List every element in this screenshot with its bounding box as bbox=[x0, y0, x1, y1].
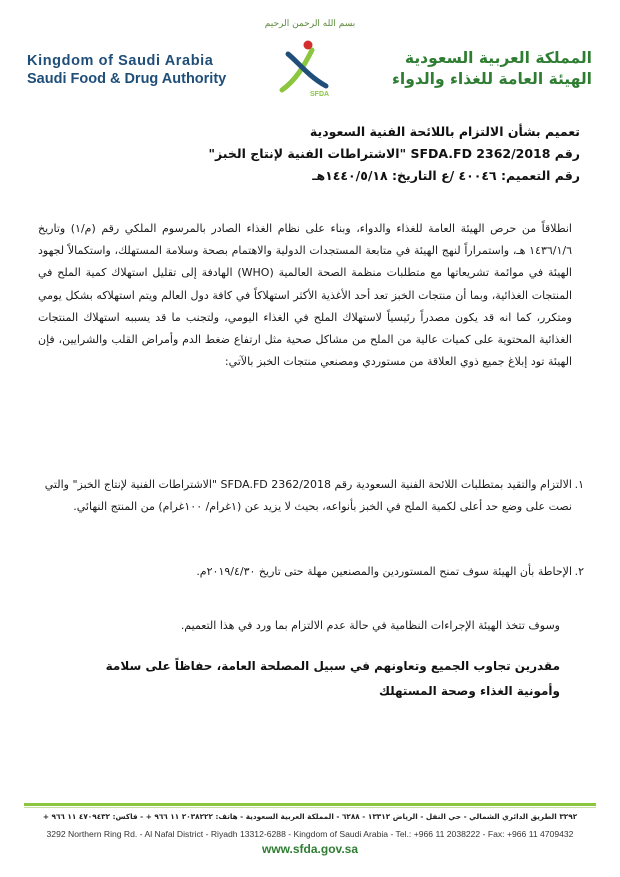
list-item-text: الإحاطة بأن الهيئة سوف تمنح المستوردين والمصنعين مهلة حتى تاريخ ٢٠١٩/٤/٣٠م. bbox=[196, 565, 572, 578]
list-item-number: ٢. bbox=[574, 565, 584, 578]
footer-address-english: 3292 Northern Ring Rd. - Al Nafal District - Riyadh 13312-6288 - Kingdom of Saudi Arabia - Tel.: +966 11 2038222 - Fax: +966 11 4709432 bbox=[46, 829, 574, 839]
compliance-note: وسوف تتخذ الهيئة الإجراءات النظامية في حالة عدم الالتزام بما ورد في هذا التعميم. bbox=[180, 619, 560, 632]
english-country-name: Kingdom of Saudi Arabia bbox=[27, 53, 214, 69]
circular-subject-title: تعميم بشأن الالتزام باللائحة الفنية السعودية bbox=[309, 124, 580, 139]
arabic-letterhead bbox=[352, 48, 592, 90]
english-letterhead bbox=[27, 52, 226, 88]
sfda-logo-icon bbox=[268, 36, 342, 104]
basmala-calligraphy: بسم الله الرحمن الرحيم bbox=[264, 19, 356, 29]
arabic-authority-name: الهيئة العامة للغذاء والدواء bbox=[392, 70, 592, 88]
footer-divider bbox=[24, 803, 596, 806]
circular-number-date: رقم التعميم: ٤٠٠٤٦ /ع التاريخ: ١٤٤٠/٥/١٨هـ bbox=[312, 168, 580, 183]
logo-wordmark: SFDA bbox=[310, 91, 330, 98]
sfda-logo bbox=[268, 36, 342, 104]
closing-line-1: مقدرين تجاوب الجميع وتعاونهم في سبيل المصلحة العامة، حفاظاً على سلامة bbox=[105, 659, 560, 673]
footer-address-arabic: ٣٢٩٢ الطريق الدائري الشمالي - حي النفل - الرياض ١٣٣١٢ - ٦٢٨٨ - المملكة العربية السعودية - هاتف: ٢٠٣٨٢٢٢ ١١ ٩٦٦ + - فاكس: ٤٧٠٩٤٣٢ ١١ ٩٦٦ + bbox=[42, 812, 578, 821]
list-item-2 bbox=[38, 561, 584, 583]
closing-line-2: وأمونية الغذاء وصحة المستهلك bbox=[378, 684, 560, 698]
intro-paragraph: انطلاقاً من حرص الهيئة العامة للغذاء والدواء، وبناء على نظام الغذاء الصادر بالمرسوم الملكي رقم (م/١) وتاريخ ١٤٣٦/١/٦ هـ، واستمراراً لنهج الهيئة في متابعة المستجدات الدولية والاهتمام بصحة وسلامة المستهلك، واستكمالاً لجهود الهيئة في موائمة تشريعاتها مع متطلبات منظمة الصحة العالمية (WHO) الهادفة إلى تقليل استهلاك كمية الملح في المنتجات الغذائية، وبما أن منتجات الخبز تعد أحد الأغذية الأكثر استهلاكاً في كافة دول العالم ويتم استهلاكه بشكل يومي ومتكرر، كما انه قد يكون مصدراً رئيسياً لاستهلاك الملح في الغذاء اليومي، ولتجنب ما قد يسببه استهلاك المنتجات الغذائية المحتوية على كميات عالية من الملح من مشاكل صحية مثل ارتفاع ضغط الدم وأمراض القلب والشرايين، فإن الهيئة تود إبلاغ جميع ذوي العلاقة من مستوردي ومصنعي منتجات الخبز بالآتي: bbox=[38, 222, 572, 369]
list-item-1 bbox=[38, 474, 584, 518]
english-authority-name: Saudi Food & Drug Authority bbox=[27, 71, 227, 87]
arabic-country-name: المملكة العربية السعودية bbox=[404, 49, 592, 67]
footer-website-link[interactable]: www.sfda.gov.sa bbox=[261, 842, 359, 856]
list-item-number: ١. bbox=[574, 478, 584, 491]
list-item-text: الالتزام والتقيد بمتطلبات اللائحة الفنية السعودية رقم SFDA.FD 2362/2018 "الاشتراطات الفنية لإنتاج الخبز" والتي نصت على وضع حد أعلى لكمية الملح في الخبز بأنواعه، بحيث لا يزيد عن (١غرام/ ١٠٠غرام) من المنتج النهائي. bbox=[44, 478, 572, 514]
regulation-reference: رقم SFDA.FD 2362/2018 "الاشتراطات الفنية لإنتاج الخبز" bbox=[208, 146, 580, 161]
footer-divider-thin bbox=[24, 807, 596, 808]
